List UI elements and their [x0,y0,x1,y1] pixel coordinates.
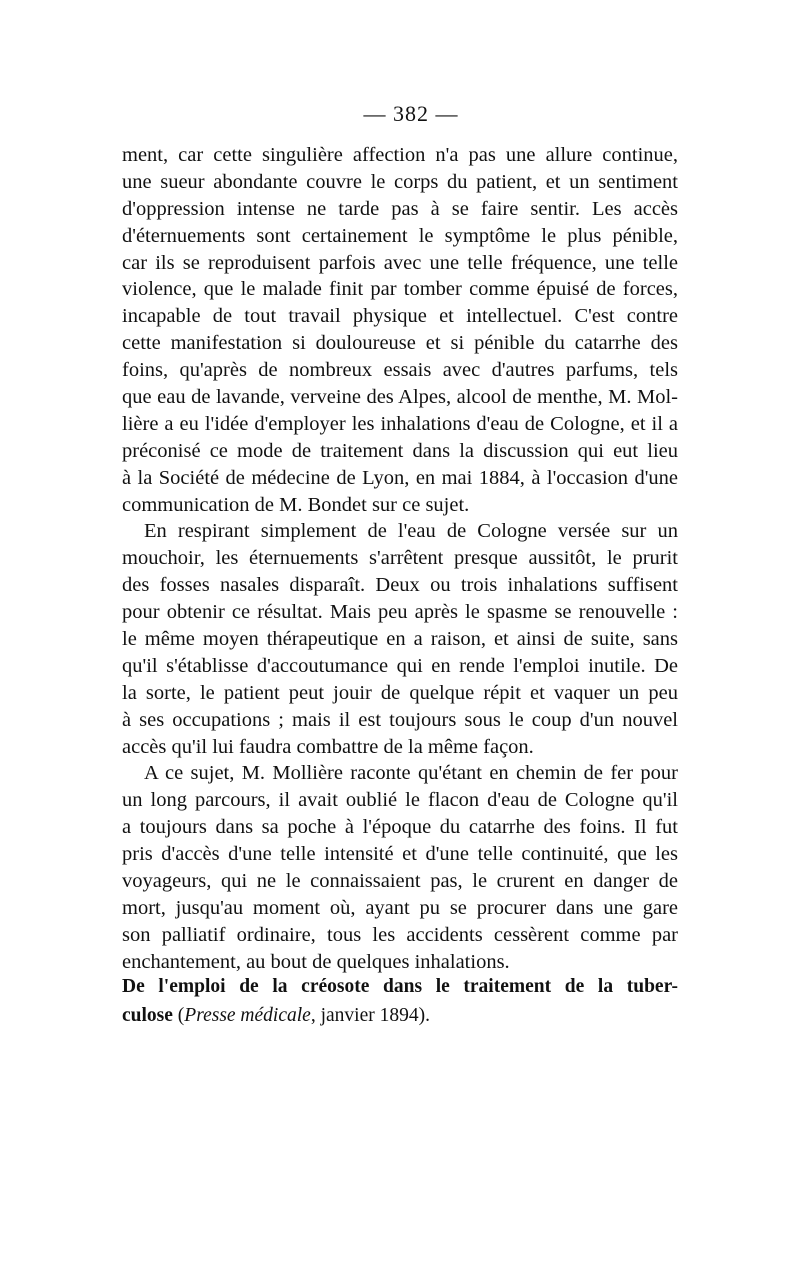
heading-line-1: De l'emploi de la créosote dans le traitement de la tuber- [122,976,678,997]
text-line: a toujours dans sa poche à l'époque du catarrhe des foins. Il fut [122,816,678,839]
text-line: accès qu'il lui faudra combattre de la même façon. [122,735,534,758]
heading-bold-word: culose [122,1005,173,1026]
text-line: son palliatif ordinaire, tous les accidents cessèrent comme par [122,923,678,946]
text-line: à la Société de médecine de Lyon, en mai 1884, à l'occasion d'une [122,466,678,489]
text-line: incapable de tout travail physique et intellectuel. C'est contre [122,305,678,328]
text-line: enchantement, au bout de quelques inhalations. [122,950,510,973]
heading-line-2 [122,1001,678,1030]
page-number: — 382 — [363,101,459,126]
text-line: pris d'accès d'une telle intensité et d'une telle continuité, que les [122,843,678,866]
text-line: voyageurs, qui ne le connaissaient pas, le crurent en danger de [122,870,678,893]
text-line: que eau de lavande, verveine des Alpes, alcool de menthe, M. Mol- [122,386,678,409]
text-line: ment, car cette singulière affection n'a pas une allure continue, [122,144,678,166]
text-line: En respirant simplement de l'eau de Cologne versée sur un [144,520,678,543]
text-line: à ses occupations ; mais il est toujours sous le coup d'un nouvel [122,708,678,731]
paragraph-2 [122,518,678,760]
text-line: un long parcours, il avait oublié le flacon d'eau de Cologne qu'il [122,789,678,812]
text-line: cette manifestation si douloureuse et si pénible du catarrhe des [122,332,678,355]
journal-title: Presse médicale [184,1005,311,1026]
citation-date: , janvier 1894). [310,1005,430,1026]
text-line: lière a eu l'idée d'employer les inhalations d'eau de Cologne, et il a [122,412,678,435]
text-line: pour obtenir ce résultat. Mais peu après le spasme se renouvelle : [122,601,678,624]
paragraph-3 [122,760,678,975]
text-line: d'oppression intense ne tarde pas à se faire sentir. Les accès [122,197,678,220]
paragraph-1 [122,142,678,518]
section-heading [122,972,678,1030]
text-line: le même moyen thérapeutique en a raison, et ainsi de suite, sans [122,628,678,651]
text-line: d'éternuements sont certainement le symptôme le plus pénible, [122,224,678,247]
text-line: des fosses nasales disparaît. Deux ou trois inhalations suffisent [122,574,678,597]
text-line: mort, jusqu'au moment où, ayant pu se procurer dans une gare [122,896,678,919]
text-line: une sueur abondante couvre le corps du patient, et un sentiment [122,170,678,193]
text-line: préconisé ce mode de traitement dans la discussion qui eut lieu [122,439,678,462]
text-line: mouchoir, les éternuements s'arrêtent presque aussitôt, le prurit [122,547,678,570]
text-line: violence, que le malade finit par tomber comme épuisé de forces, [122,278,678,301]
heading-paren-open: ( [172,1005,185,1026]
text-line: A ce sujet, M. Mollière raconte qu'étant en chemin de fer pour [144,762,678,785]
text-line: car ils se reproduisent parfois avec une telle fréquence, une telle [122,251,678,274]
text-line: la sorte, le patient peut jouir de quelque répit et vaquer un peu [122,681,678,704]
text-line: qu'il s'établisse d'accoutumance qui en rende l'emploi inutile. De [122,654,678,677]
body-text [122,142,678,976]
text-line: foins, qu'après de nombreux essais avec d'autres parfums, tels [122,359,678,382]
text-line: communication de M. Bondet sur ce sujet. [122,493,470,516]
